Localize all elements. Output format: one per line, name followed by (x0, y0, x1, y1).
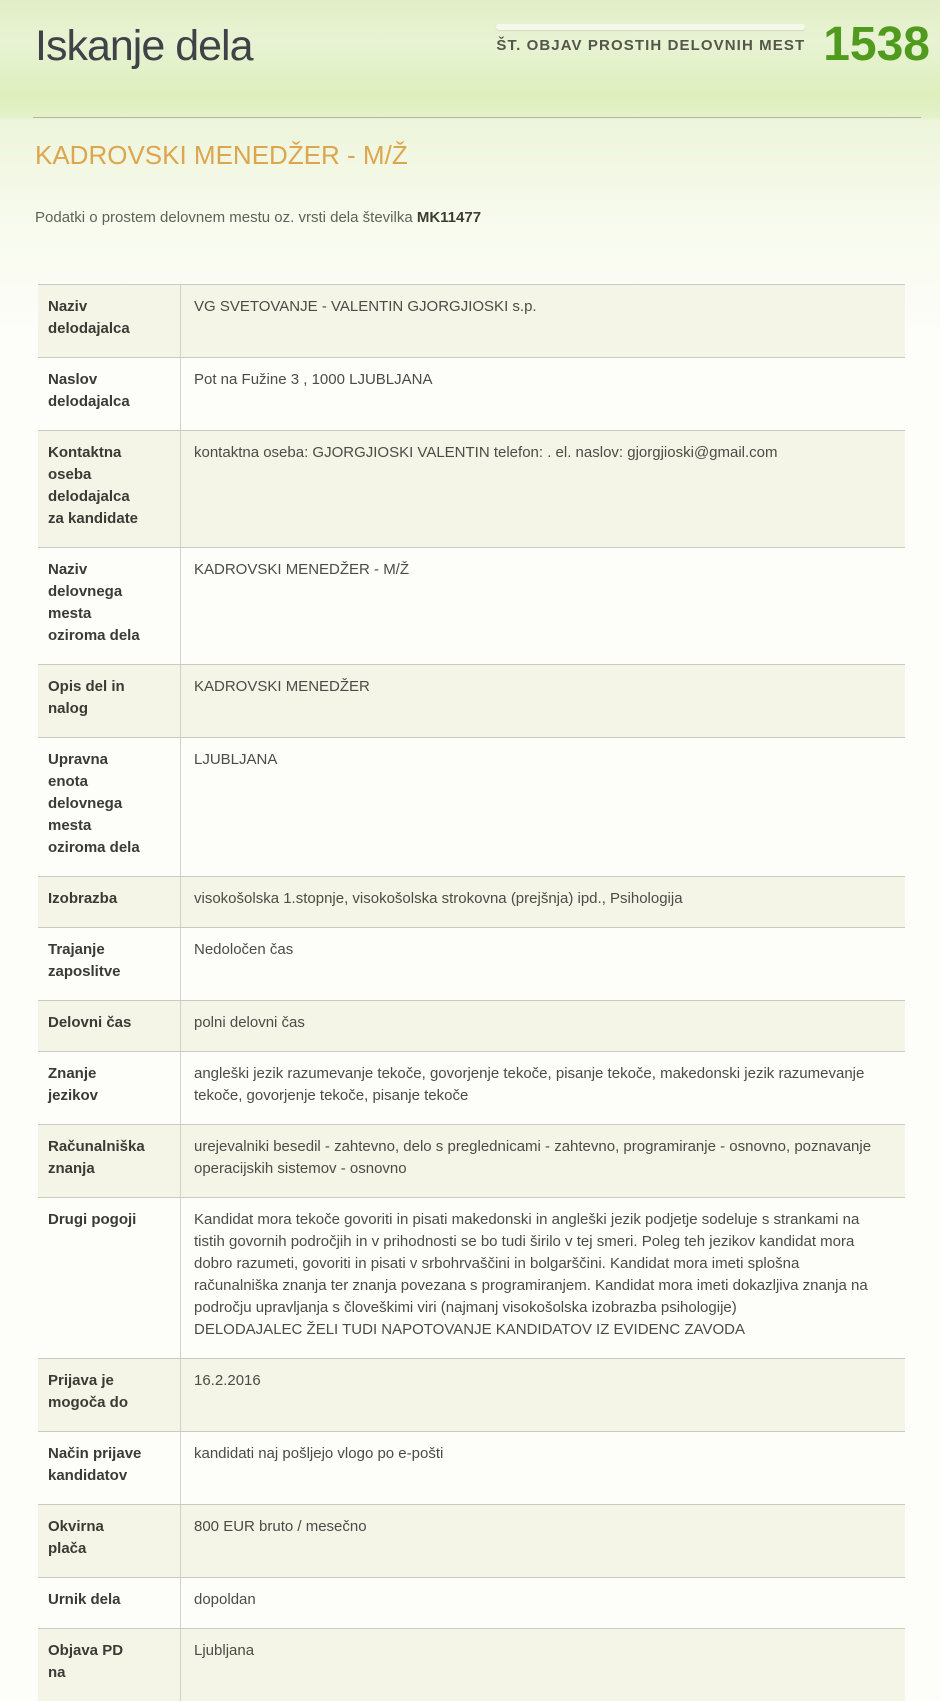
field-label: Opis del in nalog (48, 678, 125, 717)
field-value: Nedoločen čas (180, 928, 905, 1000)
field-label: Trajanje zaposlitve (48, 941, 121, 980)
field-value: KADROVSKI MENEDŽER (180, 665, 905, 737)
page-header (0, 0, 940, 118)
field-value: LJUBLJANA (180, 738, 905, 876)
job-reference-number: MK11477 (416, 209, 482, 226)
field-value: angleški jezik razumevanje tekoče, govorjenje tekoče, pisanje tekoče, makedonski jezik razumevanje tekoče, govorjenje tekoče, pisanje tekoče (180, 1052, 905, 1124)
vacancy-counter-text (496, 24, 805, 64)
counter-highlight-strip (496, 24, 805, 30)
table-row (38, 1358, 905, 1431)
vacancy-counter-label: ŠT. OBJAV PROSTIH DELOVNIH MEST (496, 37, 806, 54)
table-row (38, 927, 905, 1000)
field-label: Naziv delodajalca (48, 298, 130, 337)
field-value: KADROVSKI MENEDŽER - M/Ž (180, 548, 905, 664)
table-row (38, 1051, 905, 1124)
field-label: Urnik dela (48, 1591, 121, 1608)
table-row (38, 664, 905, 737)
field-value: kandidati naj pošljejo vlogo po e-pošti (180, 1432, 905, 1504)
field-label: Znanje jezikov (48, 1065, 99, 1104)
field-value: 16.2.2016 (180, 1359, 905, 1431)
field-value: Pot na Fužine 3 , 1000 LJUBLJANA (180, 358, 905, 430)
field-label: Objava PD na (48, 1642, 124, 1681)
table-row (38, 1124, 905, 1197)
site-title: Iskanje dela (35, 22, 253, 70)
table-row (38, 1504, 905, 1577)
table-row (38, 430, 905, 547)
field-value: dopoldan (180, 1578, 905, 1628)
field-label: Računalniška znanja (48, 1138, 145, 1177)
field-label: Upravna enota delovnega mesta oziroma dela (48, 751, 140, 856)
job-details-table (38, 284, 905, 1701)
vacancy-counter (496, 17, 930, 71)
field-label: Prijava je mogoča do (48, 1372, 129, 1411)
field-value: kontaktna oseba: GJORGJIOSKI VALENTIN telefon: . el. naslov: gjorgjioski@gmail.com (180, 431, 905, 547)
field-value: Kandidat mora tekoče govoriti in pisati makedonski in angleški jezik podjetje sodeluje s strankami na tistih govornih področjih in v prihodnosti se bo tudi širilo v tej smeri. Poleg teh jezikov kandidat mora dobro razumeti, govoriti in pisati v srbohrvaščini in bolgarščini. Kandidat mora imeti splošna računalniška znanja ter znanja povezana s programiranjem. Kandidat mora imeti dokazljiva znanja na področju upravljanja s človeškimi viri (najmanj visokošolska izobrazba psihologije) DELODAJALEC ŽELI TUDI NAPOTOVANJE KANDIDATOV IZ EVIDENC ZAVODA (180, 1198, 905, 1358)
field-value: VG SVETOVANJE - VALENTIN GJORGJIOSKI s.p. (180, 285, 905, 357)
field-label: Kontaktna oseba delodajalca za kandidate (48, 444, 139, 527)
vacancy-counter-value: 1538 (823, 17, 930, 71)
table-row (38, 357, 905, 430)
table-row (38, 547, 905, 664)
field-label: Način prijave kandidatov (48, 1445, 142, 1484)
field-label: Drugi pogoji (48, 1211, 137, 1228)
field-label: Naslov delodajalca (48, 371, 130, 410)
table-row (38, 1197, 905, 1358)
table-row (38, 737, 905, 876)
field-value: polni delovni čas (180, 1001, 905, 1051)
table-row (38, 1000, 905, 1051)
field-value: Ljubljana (180, 1629, 905, 1701)
field-value: visokošolska 1.stopnje, visokošolska strokovna (prejšnja) ipd., Psihologija (180, 877, 905, 927)
field-label: Delovni čas (48, 1014, 132, 1031)
table-row (38, 1431, 905, 1504)
field-value: urejevalniki besedil - zahtevno, delo s preglednicami - zahtevno, programiranje - osnovno, poznavanje operacijskih sistemov - osnovno (180, 1125, 905, 1197)
table-row (38, 1628, 905, 1701)
job-subtitle (35, 209, 905, 226)
main-content (35, 118, 905, 1701)
field-label: Naziv delovnega mesta oziroma dela (48, 561, 140, 644)
table-row (38, 1577, 905, 1628)
job-subtitle-text: Podatki o prostem delovnem mestu oz. vrsti dela številka (35, 209, 413, 226)
field-label: Izobrazba (48, 890, 118, 907)
table-row (38, 876, 905, 927)
job-title: KADROVSKI MENEDŽER - M/Ž (35, 140, 408, 170)
table-row (38, 284, 905, 357)
field-label: Okvirna plača (48, 1518, 104, 1557)
field-value: 800 EUR bruto / mesečno (180, 1505, 905, 1577)
